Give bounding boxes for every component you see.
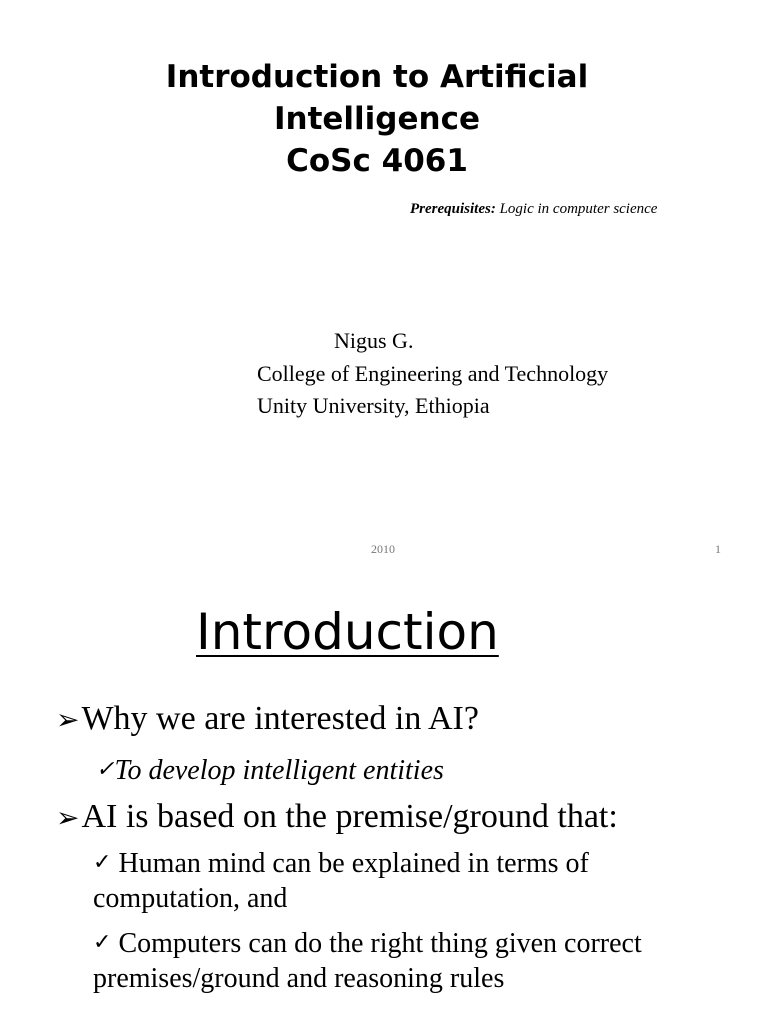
sub-bullet-text: To develop intelligent entities	[114, 755, 444, 786]
prerequisites	[410, 201, 657, 218]
sub-bullet-item	[96, 753, 444, 788]
affiliation-university: Unity University, Ethiopia	[257, 393, 490, 418]
bullet-text: Why we are interested in AI?	[81, 700, 479, 737]
footer-page-number: 1	[715, 542, 721, 556]
bullet-item	[56, 700, 479, 738]
prerequisites-label: Prerequisites:	[410, 201, 496, 217]
sub-bullet-item	[93, 926, 713, 996]
bullet-item	[56, 798, 618, 836]
sub-bullet-item	[93, 846, 713, 916]
arrow-bullet-icon: ➢	[56, 705, 80, 736]
affiliation-college: College of Engineering and Technology	[257, 361, 609, 386]
slide-heading: Introduction	[196, 603, 499, 661]
checkmark-icon: ✓	[96, 756, 115, 781]
prerequisites-value: Logic in computer science	[499, 201, 658, 217]
title-line: Introduction to Artificial	[165, 59, 589, 95]
bullet-text: AI is based on the premise/ground that:	[81, 798, 618, 835]
sub-bullet-text: Human mind can be explained in terms of computation, and	[93, 848, 589, 914]
arrow-bullet-icon: ➢	[56, 803, 80, 834]
slide-title	[0, 56, 754, 182]
sub-bullet-text: Computers can do the right thing given correct premises/ground and reasoning rules	[93, 928, 642, 994]
checkmark-icon: ✓	[93, 929, 112, 954]
author-name: Nigus G.	[334, 328, 414, 353]
checkmark-icon: ✓	[93, 849, 112, 874]
title-line: Intelligence	[273, 101, 480, 137]
footer-year: 2010	[371, 542, 395, 556]
course-code: CoSc 4061	[286, 143, 468, 179]
